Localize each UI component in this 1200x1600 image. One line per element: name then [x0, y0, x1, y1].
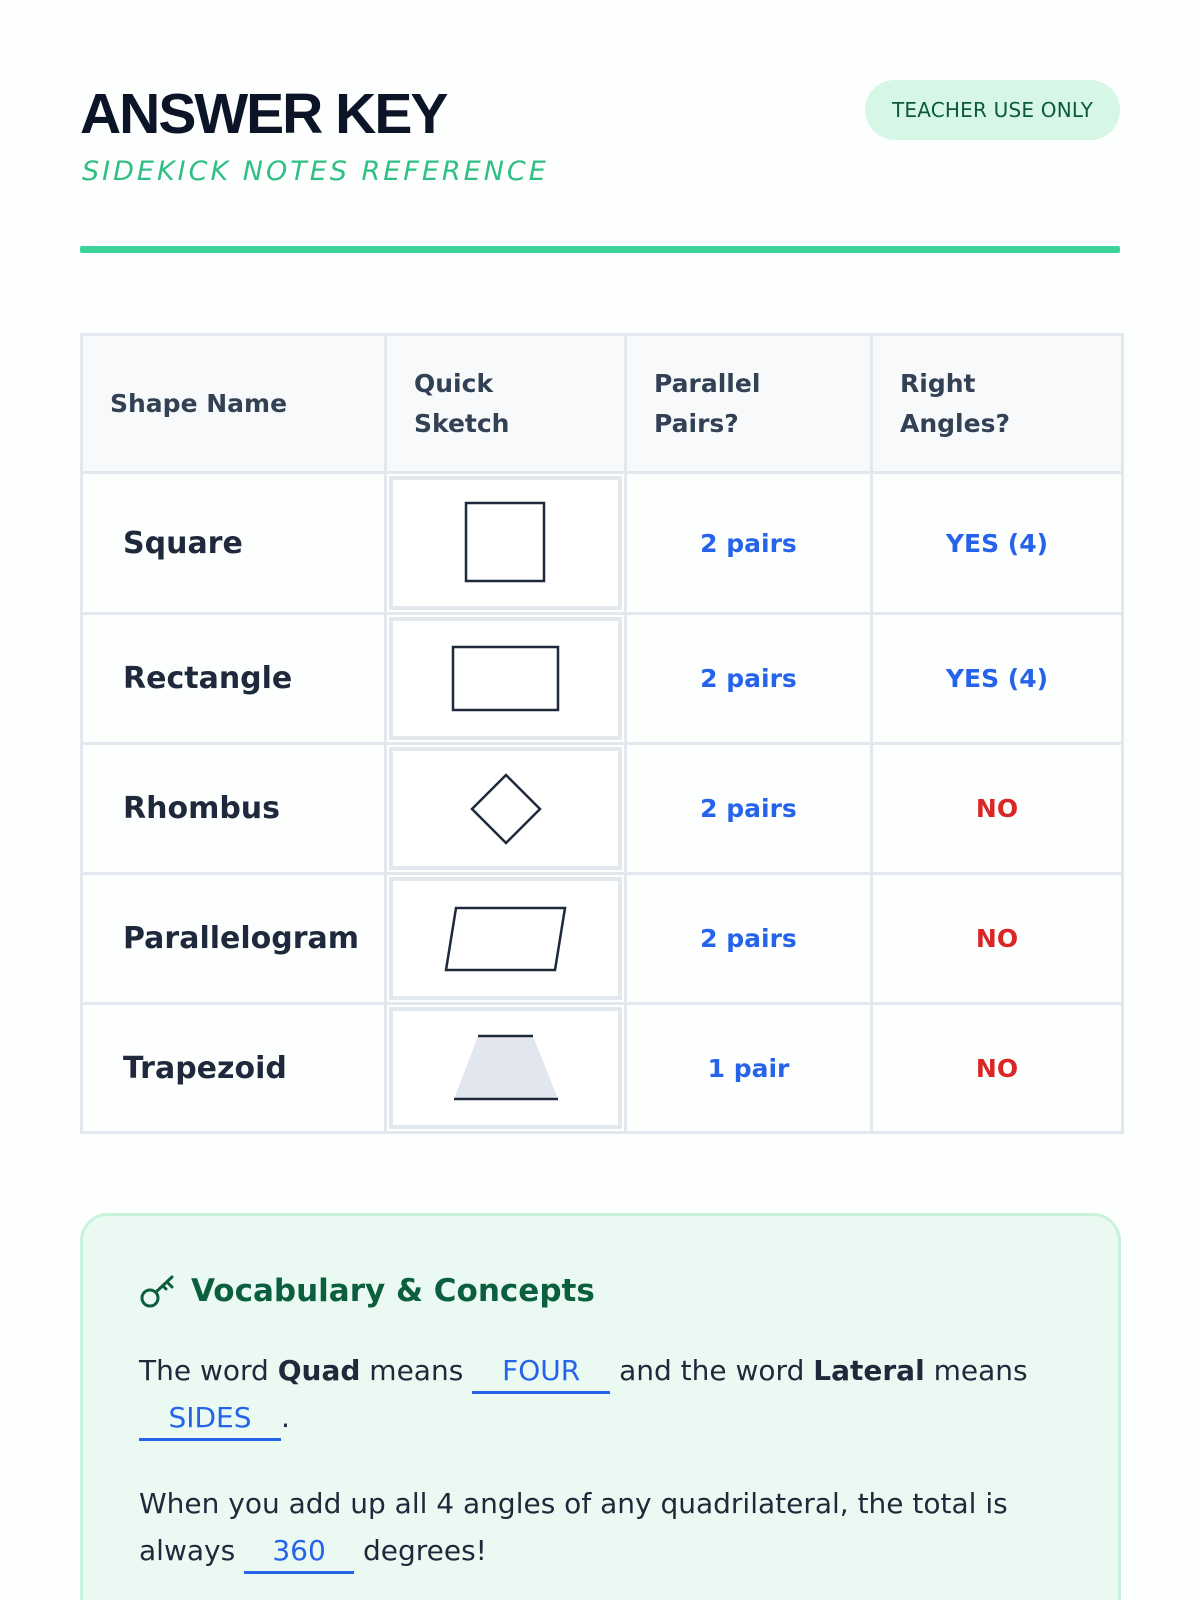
right-angles-value: YES (4): [872, 473, 1123, 614]
sketch-cell: [389, 877, 622, 1000]
parallel-pairs-value: 2 pairs: [626, 614, 872, 744]
table-row: [82, 874, 1123, 1004]
vocabulary-panel: [80, 1213, 1121, 1600]
right-angles-value: NO: [872, 874, 1123, 1004]
parallel-pairs-value: 2 pairs: [626, 744, 872, 874]
term-quad: Quad: [277, 1354, 361, 1387]
shapes-table: [80, 333, 1124, 1134]
term-lateral: Lateral: [813, 1354, 925, 1387]
teacher-badge: TEACHER USE ONLY: [865, 80, 1120, 140]
page-subtitle: SIDEKICK NOTES REFERENCE: [82, 156, 549, 187]
answer-blank-360: 360: [244, 1531, 354, 1574]
table-header-row: [82, 335, 1123, 473]
parallelogram-icon: [444, 905, 568, 973]
col-header-parallel-pairs: Parallel Pairs?: [626, 335, 872, 473]
table-row: [82, 614, 1123, 744]
shape-name: Rectangle: [82, 614, 386, 744]
answer-blank-sides: SIDES: [139, 1398, 281, 1441]
answer-blank-four: FOUR: [472, 1351, 610, 1394]
shape-name: Rhombus: [82, 744, 386, 874]
sketch-cell: [389, 747, 622, 870]
vocabulary-title: Vocabulary & Concepts: [191, 1273, 595, 1309]
shape-name: Parallelogram: [82, 874, 386, 1004]
col-header-shape-name: Shape Name: [82, 335, 386, 473]
header-divider: [80, 246, 1120, 253]
vocabulary-sentence-1: The word Quad means FOUR and the word Lateral means SIDES .: [139, 1347, 1039, 1441]
right-angles-value: NO: [872, 744, 1123, 874]
key-icon: [139, 1272, 177, 1310]
table-row: [82, 473, 1123, 614]
table-row: [82, 744, 1123, 874]
square-icon: [464, 501, 548, 585]
col-header-quick-sketch: Quick Sketch: [386, 335, 626, 473]
parallel-pairs-value: 1 pair: [626, 1004, 872, 1133]
right-angles-value: NO: [872, 1004, 1123, 1133]
table-row: [82, 1004, 1123, 1133]
rectangle-icon: [451, 645, 561, 713]
shape-name: Trapezoid: [82, 1004, 386, 1133]
parallel-pairs-value: 2 pairs: [626, 874, 872, 1004]
page-title: ANSWER KEY: [80, 82, 447, 146]
parallel-pairs-value: 2 pairs: [626, 473, 872, 614]
vocabulary-header: [139, 1272, 595, 1310]
vocabulary-sentence-2: When you add up all 4 angles of any quadrilateral, the total is always 360 degrees!: [139, 1480, 1039, 1574]
sketch-cell: [389, 1007, 622, 1129]
shape-name: Square: [82, 473, 386, 614]
right-angles-value: YES (4): [872, 614, 1123, 744]
sketch-cell: [389, 617, 622, 740]
col-header-right-angles: Right Angles?: [872, 335, 1123, 473]
trapezoid-icon: [451, 1033, 561, 1103]
rhombus-icon: [469, 772, 543, 846]
sketch-cell: [389, 476, 622, 610]
page-header: [80, 80, 1120, 260]
